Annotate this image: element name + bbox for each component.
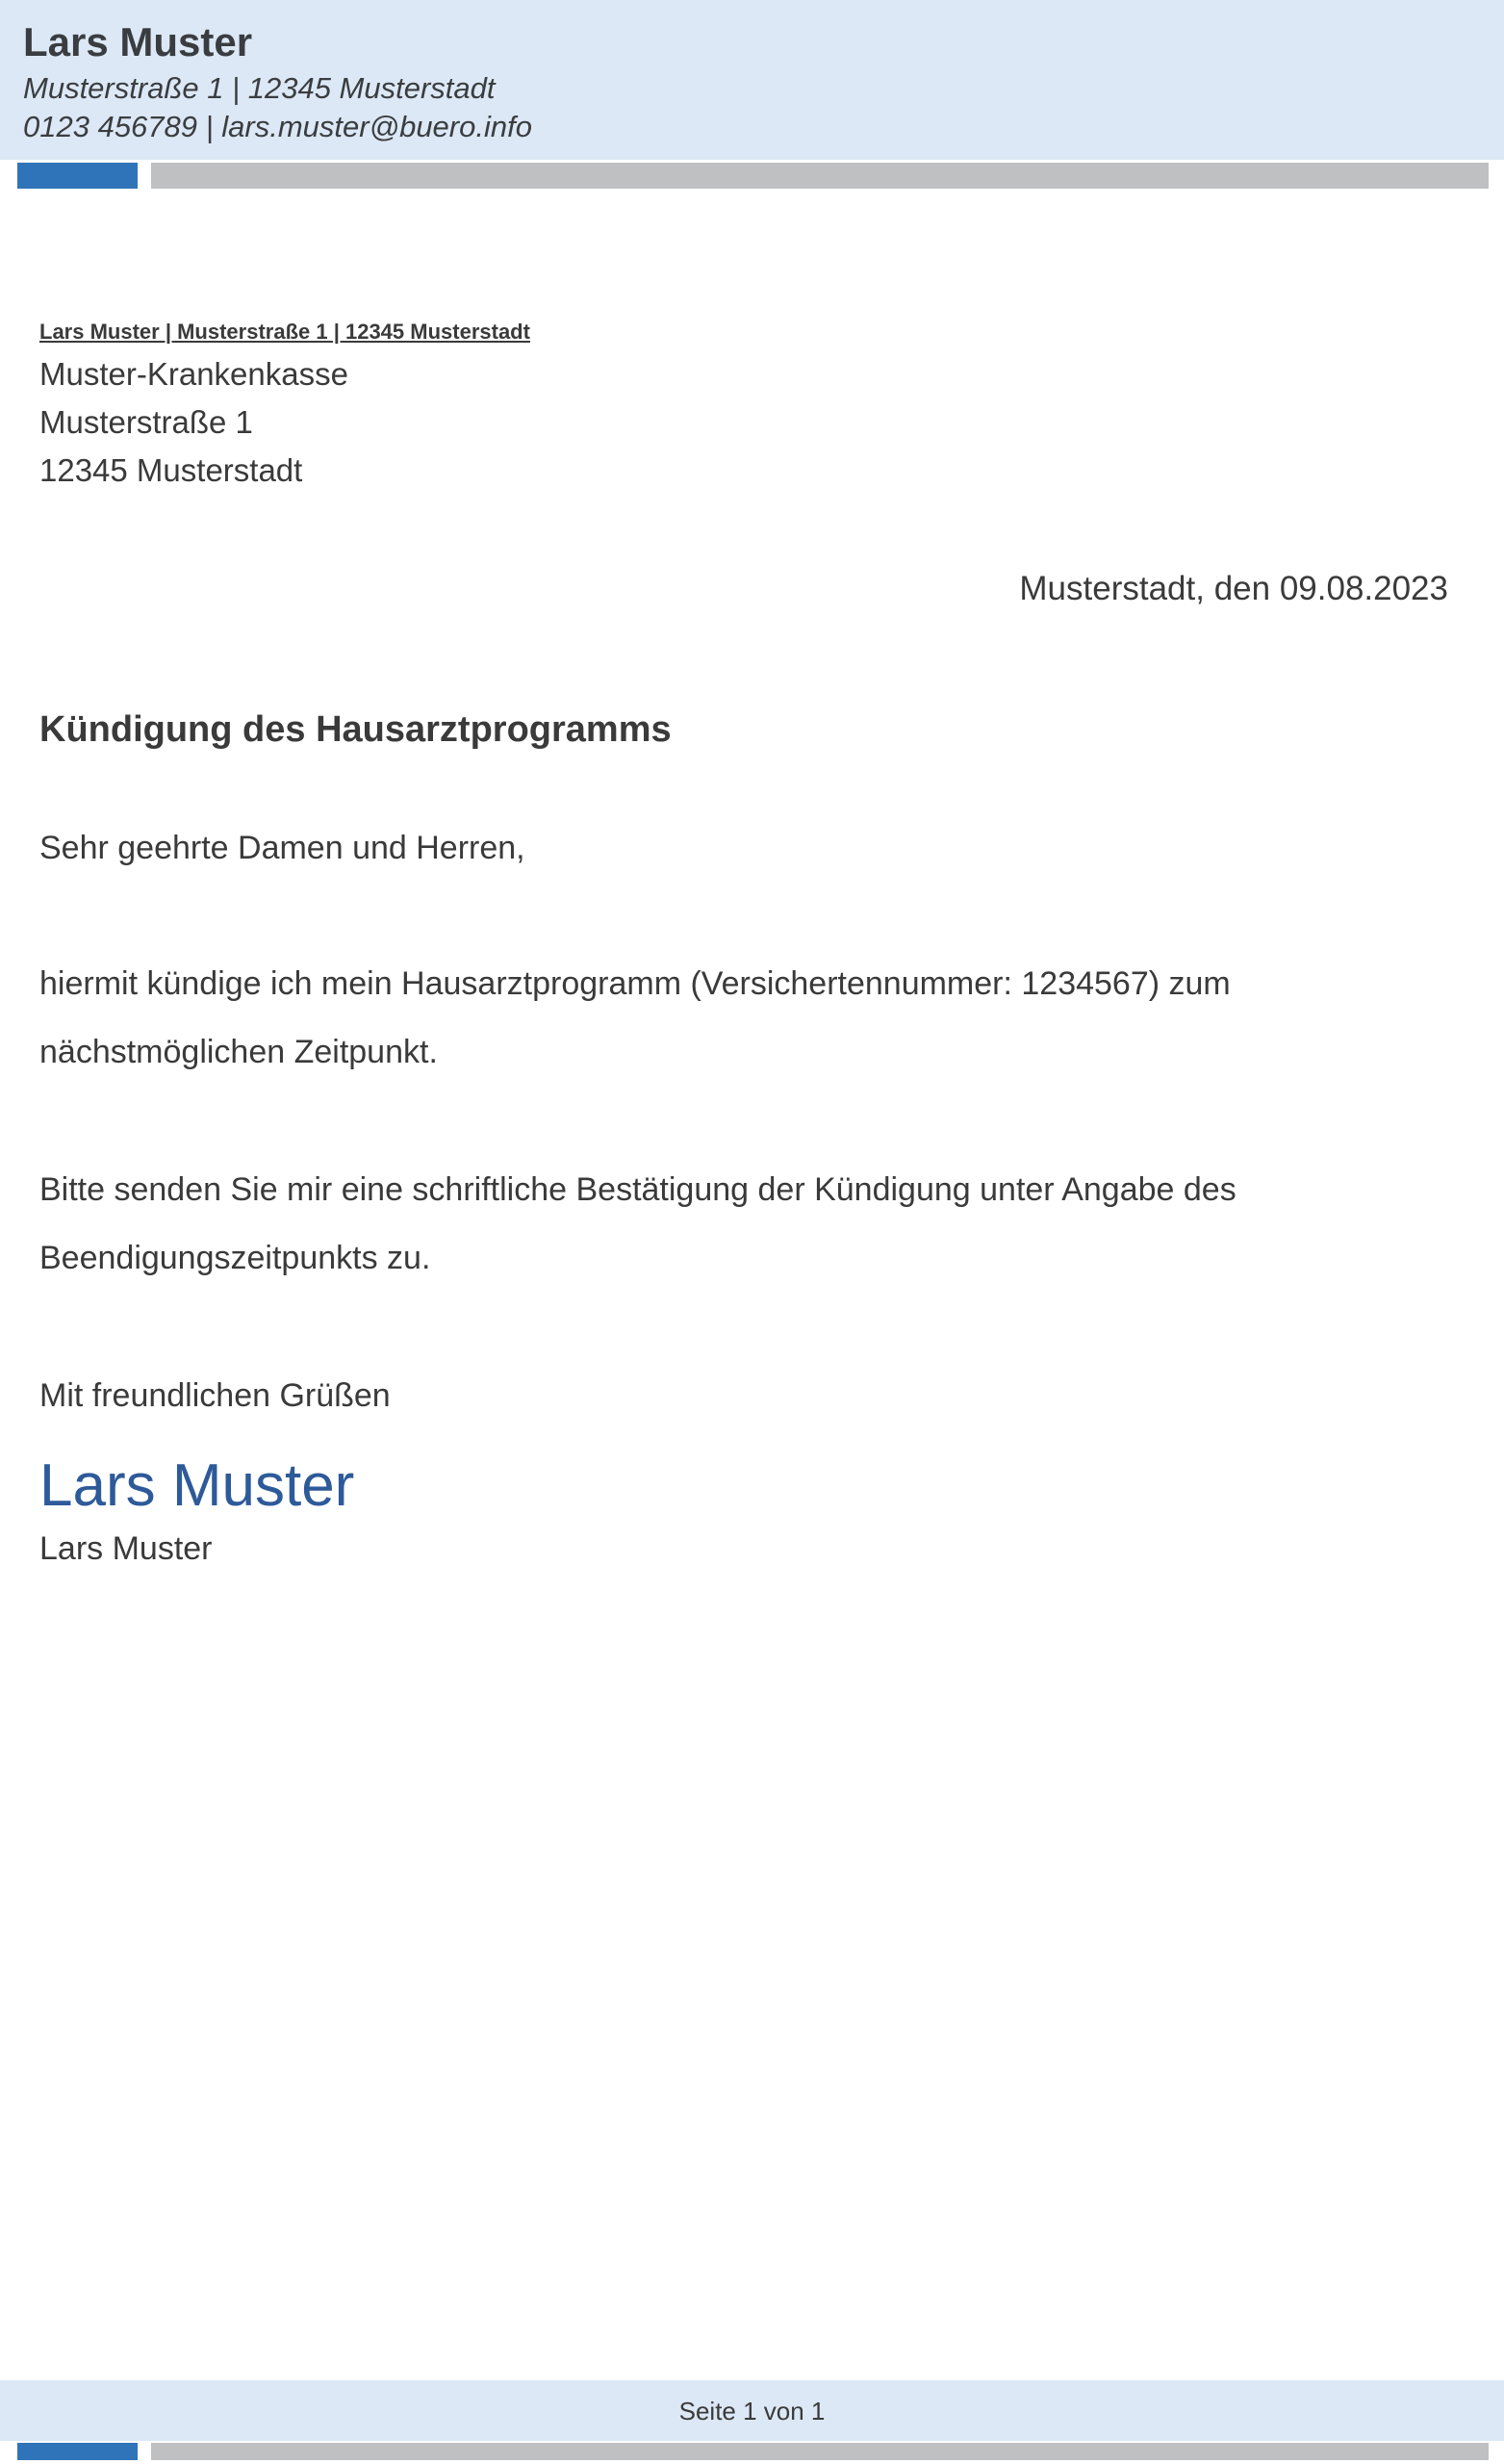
header-accent-bar-gray — [151, 163, 1489, 189]
page-info: Seite 1 von 1 — [678, 2397, 826, 2426]
letter-subject: Kündigung des Hausarztprogramms — [39, 709, 672, 750]
paragraph-2-line-1: Bitte senden Sie mir eine schriftliche Bestätigung der Kündigung unter Angabe des — [39, 1171, 1236, 1208]
recipient-street: Musterstraße 1 — [39, 404, 253, 440]
signer-name: Lars Muster — [39, 1530, 213, 1567]
letterhead — [0, 0, 1504, 160]
footer-accent-bar-gray — [151, 2443, 1489, 2460]
footer-accent-bar-blue — [17, 2443, 138, 2460]
paragraph-2-line-2: Beendigungszeitpunkts zu. — [39, 1240, 431, 1276]
recipient-city: 12345 Musterstadt — [39, 452, 303, 488]
salutation: Sehr geehrte Damen und Herren, — [39, 830, 525, 866]
header-accent-bar-blue — [17, 163, 138, 189]
closing: Mit freundlichen Grüßen — [39, 1377, 391, 1414]
paragraph-1-line-1: hiermit kündige ich mein Hausarztprogramm (Versichertennummer: 1234567) zum — [39, 965, 1231, 1002]
recipient-name: Muster-Krankenkasse — [39, 356, 348, 392]
sender-name: Lars Muster — [23, 19, 253, 64]
return-address: Lars Muster | Musterstraße 1 | 12345 Musterstadt — [39, 320, 530, 344]
paragraph-1-line-2: nächstmöglichen Zeitpunkt. — [39, 1034, 438, 1070]
sender-address: Musterstraße 1 | 12345 Musterstadt — [23, 71, 496, 105]
signature: Lars Muster — [39, 1452, 355, 1519]
sender-contact: 0123 456789 | lars.muster@buero.info — [23, 110, 532, 143]
date-line: Musterstadt, den 09.08.2023 — [1019, 570, 1448, 607]
